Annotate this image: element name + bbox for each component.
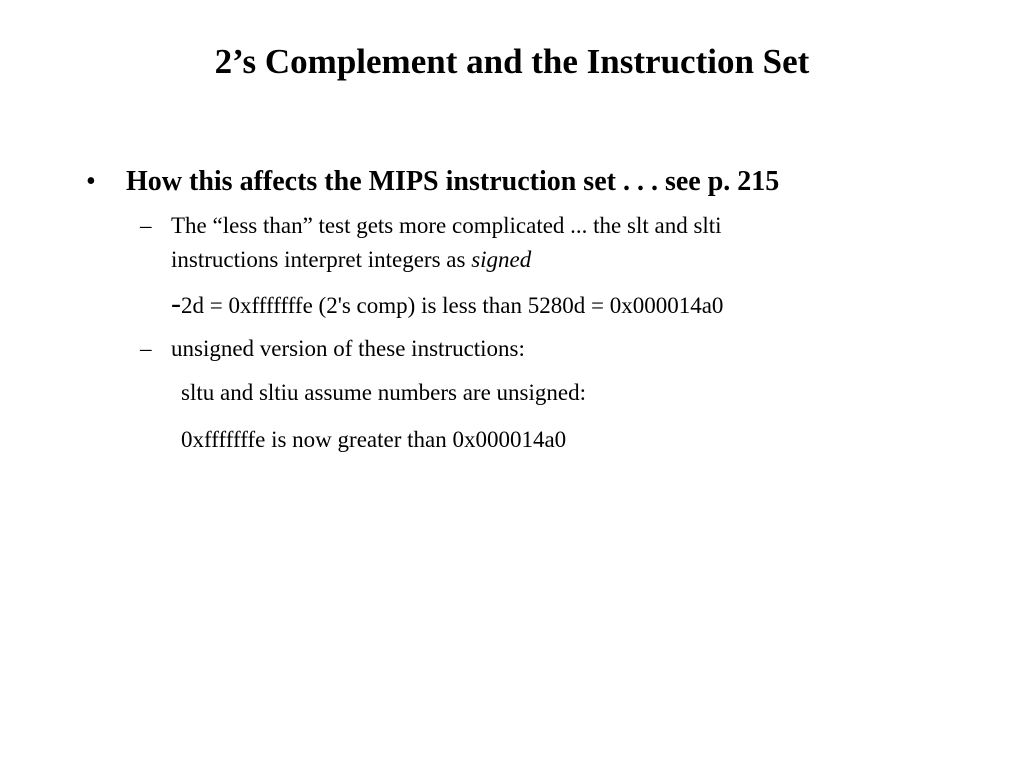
sub-bullet-1-line-2 <box>171 244 531 276</box>
main-bullet-text: How this affects the MIPS instruction set . . . see p. 215 <box>126 166 780 197</box>
sub-bullet-dash: – <box>140 213 152 238</box>
sub-bullet-dash: – <box>140 336 152 361</box>
minus-sign: - <box>171 287 181 320</box>
slide-title: 2’s Complement and the Instruction Set <box>214 42 810 81</box>
sub-bullet-2-text: unsigned version of these instructions: <box>171 336 525 361</box>
unsigned-example-line-1: sltu and sltiu assume numbers are unsigned: <box>181 380 586 405</box>
signed-example-text: 2d = 0xfffffffe (2's comp) is less than 5280d = 0x000014a0 <box>181 293 724 318</box>
main-bullet <box>86 164 779 200</box>
unsigned-example-line-2: 0xfffffffe is now greater than 0x000014a0 <box>181 427 567 452</box>
signed-example <box>171 288 723 322</box>
bullet-marker: • <box>86 166 96 197</box>
signed-emphasis: signed <box>471 247 532 272</box>
sub-bullet-1-line-2-text: instructions interpret integers as <box>171 247 472 272</box>
sub-bullet-1-line-1: The “less than” test gets more complicated ... the slt and slti <box>171 213 722 238</box>
